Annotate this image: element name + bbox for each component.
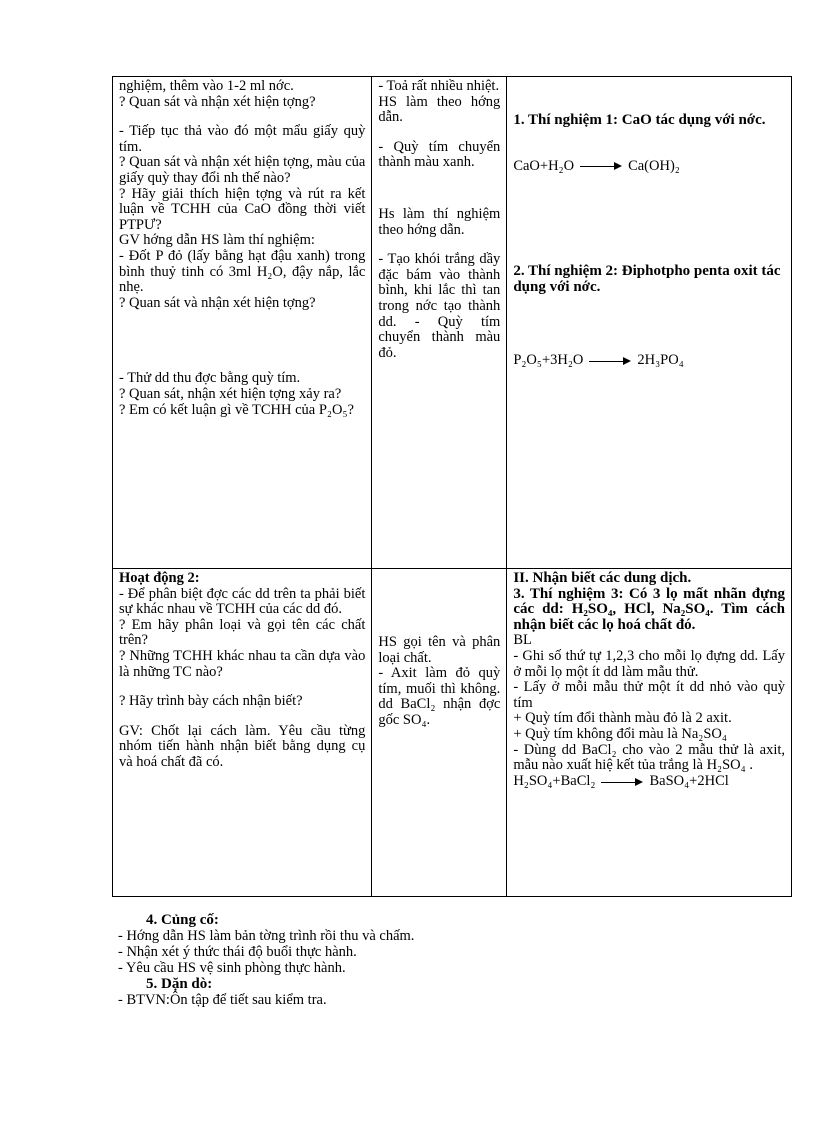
equation-products: BaSO₄+2HCl — [649, 772, 729, 789]
paragraph: - Để phân biệt đợc các dd trên ta phải biết sự khác nhau về TCHH của các dd đó. — [119, 585, 366, 618]
equation — [513, 159, 785, 175]
equation-reactants: CaO+H₂O — [513, 157, 575, 174]
section-heading: 4. Củng cố: — [146, 912, 219, 928]
lesson-table — [112, 76, 792, 897]
question: ? Những TCHH khác nhau ta cần dựa vào là những TC nào? — [119, 647, 366, 680]
question: ? Hãy trình bày cách nhận biết? — [119, 693, 303, 710]
equation — [513, 774, 785, 790]
student-activity-cell — [372, 77, 507, 569]
list-item: - Yêu cầu HS vệ sinh phòng thực hành. — [118, 960, 346, 976]
question: ? Quan sát và nhận xét hiện tợng, màu của giấy quỳ thay đổi nh thế nào? — [119, 154, 366, 186]
paragraph: nghiệm, thêm vào 1-2 ml nớc. — [119, 78, 294, 94]
list-item: - Hớng dẫn HS làm bản tờng trình rồi thu và chấm. — [118, 928, 415, 944]
question: ? Hãy giải thích hiện tợng và rút ra kết luận về TCHH của CaO đồng thời viết PTPƯ? — [119, 185, 366, 233]
paragraph: - Toả rất nhiều nhiệt. — [378, 78, 500, 94]
section-heading: 5. Dặn dò: — [146, 976, 213, 992]
section-heading: 2. Thí nghiệm 2: Điphotpho penta oxit tác dụng với nớc. — [513, 263, 781, 295]
section-heading: 1. Thí nghiệm 1: CaO tác dụng với nớc. — [513, 112, 766, 128]
equation — [513, 353, 785, 369]
equation-reactants: P₂O₅+3H₂O — [513, 352, 584, 369]
section-heading: 3. Thí nghiệm 3: Có 3 lọ mất nhãn đựng các dd: H₂SO₄, HCl, Na₂SO₄. Tìm cách nhận biết các lọ hoá chất đó. — [513, 585, 785, 633]
paragraph: - Tiếp tục thả vào đó một mẩu giấy quỳ tím. — [119, 123, 366, 155]
paragraph: - Axit làm đỏ quỳ tím, muối thì không. dd BaCl₂ nhận đợc gốc SO₄. — [378, 665, 501, 728]
content-cell — [507, 569, 792, 897]
arrow-icon — [601, 777, 643, 787]
paragraph: - Đốt P đỏ (lấy bằng hạt đậu xanh) trong bình thuỷ tinh có 3ml H₂O, đậy nắp, lắc nhẹ. — [119, 247, 366, 296]
content-cell — [507, 77, 792, 569]
activity-title: Hoạt động 2: — [119, 570, 200, 586]
question: ? Quan sát và nhận xét hiện tợng? — [119, 93, 316, 110]
paragraph: - Lấy ở mỗi mẫu thử một ít dd nhỏ vào quỳ tím — [513, 679, 785, 711]
question: ? Quan sát và nhận xét hiện tợng? — [119, 294, 316, 311]
equation-products: 2H₃PO₄ — [637, 352, 684, 369]
student-activity-cell — [372, 569, 507, 897]
teacher-activity-cell — [113, 569, 372, 897]
lesson-footer — [118, 912, 718, 1008]
list-item: - Nhận xét ý thức thái độ buổi thực hành. — [118, 944, 357, 960]
paragraph: GV hớng dẫn HS làm thí nghiệm: — [119, 232, 315, 249]
arrow-icon — [589, 356, 631, 366]
equation-products: Ca(OH)₂ — [628, 157, 680, 174]
paragraph: BL — [513, 632, 532, 649]
paragraph: - Thử dd thu đợc bằng quỳ tím. — [119, 370, 301, 387]
teacher-activity-cell — [113, 77, 372, 569]
table-row — [113, 77, 792, 569]
paragraph: Hs làm thí nghiệm theo hớng dẫn. — [378, 205, 501, 238]
paragraph: - Dùng dd BaCl₂ cho vào 2 mẫu thử là axit, mẫu nào xuất hiệ kết tủa trắng là H₂SO₄ . — [513, 741, 785, 774]
paragraph: + Quỳ tím không đổi màu là Na₂SO₄ — [513, 725, 727, 742]
question: ? Em có kết luận gì về TCHH của P₂O₅? — [119, 401, 354, 418]
question: ? Em hãy phân loại và gọi tên các chất trên? — [119, 616, 366, 649]
arrow-icon — [580, 161, 622, 171]
table-row — [113, 569, 792, 897]
paragraph: - Tạo khói trắng dầy đặc bám vào thành bình, khi lắc thì tan trong nớc tạo thành dd. - Quỳ tím chuyển thành màu đỏ. — [378, 251, 501, 361]
question: ? Quan sát, nhận xét hiện tợng xảy ra? — [119, 385, 342, 402]
paragraph: GV: Chốt lại cách làm. Yêu cầu từng nhóm tiến hành nhận biết bằng dụng cụ và hoá chất đã có. — [119, 722, 366, 770]
paragraph: - Quỳ tím chuyển thành màu xanh. — [378, 138, 501, 171]
paragraph: - Ghi số thứ tự 1,2,3 cho mỗi lọ đựng dd. Lấy ở mỗi lọ một ít dd làm mẫu thử. — [513, 647, 785, 680]
equation-reactants: H₂SO₄+BaCl₂ — [513, 772, 596, 789]
paragraph: + Quỳ tím đổi thành màu đỏ là 2 axit. — [513, 710, 732, 727]
paragraph: HS gọi tên và phân loại chất. — [378, 634, 501, 666]
list-item: - BTVN:Ôn tập để tiết sau kiểm tra. — [118, 992, 327, 1008]
paragraph: HS làm theo hớng dẫn. — [378, 93, 501, 126]
section-heading: II. Nhận biết các dung dịch. — [513, 570, 692, 586]
